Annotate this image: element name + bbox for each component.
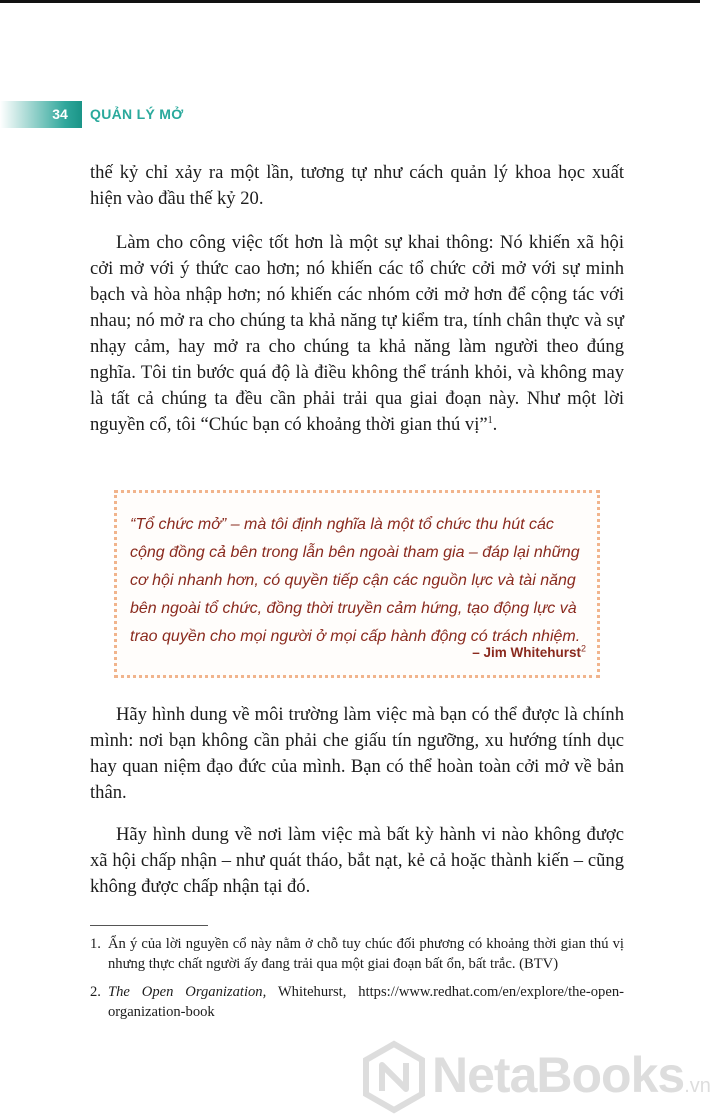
- paragraph-2-text: Làm cho công việc tốt hơn là một sự khai thông: Nó khiến xã hội cởi mở với ý thức cao hơn; nó khiến các tổ chức cởi mở với sự minh bạch và hòa nhập hơn; nó khiến các nhóm cởi mở hơn để cộng tác với nhau; nó mở ra cho chúng ta khả năng tự kiểm tra, tính chân thực và sự nhạy cảm, hay mở ra cho chúng ta khả năng làm người theo đúng nghĩa. Tôi tin bước quá độ là điều không thể tránh khỏi, và không may là tất cả chúng ta đều cần phải trải qua giai đoạn này. Như một lời nguyền cổ, tôi “Chúc bạn có khoảng thời gian thú vị”: [90, 232, 624, 435]
- paragraph-1: thế kỷ chỉ xảy ra một lần, tương tự như cách quản lý khoa học xuất hiện vào đầu thế kỷ 20.: [90, 162, 624, 209]
- quote-author-name: – Jim Whitehurst: [472, 645, 581, 660]
- footnote-1: [90, 934, 624, 974]
- running-title: QUẢN LÝ MỞ: [90, 106, 184, 122]
- footnote-ref-2[interactable]: 2: [580, 643, 586, 654]
- watermark-text: [432, 1045, 711, 1116]
- netabooks-logo-icon: [362, 1041, 426, 1113]
- footnote-1-text: Ẩn ý của lời nguyền cổ này nằm ở chỗ tuy chúc đối phương có khoảng thời gian thú vị nhưng thực chất người ấy đang trải qua một giai đoạn bất ổn, bất trắc. (BTV): [108, 936, 624, 972]
- footnote-2-number: 2.: [90, 984, 101, 1000]
- quote-author: [472, 643, 586, 663]
- footnote-divider: [90, 925, 208, 926]
- footnote-ref-1[interactable]: 1: [487, 414, 493, 426]
- watermark-brand: NetaBooks: [432, 1047, 685, 1103]
- footnote-2: [90, 982, 624, 1022]
- footnote-2-title: The Open Organization,: [108, 984, 267, 1000]
- footnote-1-number: 1.: [90, 936, 101, 952]
- top-border: [0, 0, 700, 3]
- paragraph-2: [90, 230, 624, 438]
- paragraph-2-end: .: [492, 414, 498, 435]
- watermark: [360, 1035, 711, 1115]
- page-number: 34: [52, 106, 68, 122]
- paragraph-3: Hãy hình dung về môi trường làm việc mà bạn có thể được là chính mình: nơi bạn không cần phải che giấu tín ngưỡng, xu hướng tính dục hay quan niệm đạo đức của mình. Bạn có thể hoàn toàn cởi mở về bản thân.: [90, 704, 624, 803]
- footnote-2-text: Whitehurst, https://www.redhat.com/en/explore/the-open-organization-book: [108, 984, 624, 1020]
- quote-text: “Tổ chức mở” – mà tôi định nghĩa là một tổ chức thu hút các cộng đồng cả bên trong lẫn bên ngoài tham gia – đáp lại những cơ hội nhanh hơn, có quyền tiếp cận các nguồn lực và tài năng bên ngoài tổ chức, đồng thời truyền cảm hứng, tạo động lực và trao quyền cho mọi người ở mọi cấp hành động có trách nhiệm.: [130, 516, 581, 645]
- paragraph-4: Hãy hình dung về nơi làm việc mà bất kỳ hành vi nào không được xã hội chấp nhận – như quát tháo, bắt nạt, kẻ cả hoặc thành kiến – cũng không được chấp nhận tại đó.: [90, 824, 624, 897]
- watermark-suffix: .vn: [684, 1075, 711, 1097]
